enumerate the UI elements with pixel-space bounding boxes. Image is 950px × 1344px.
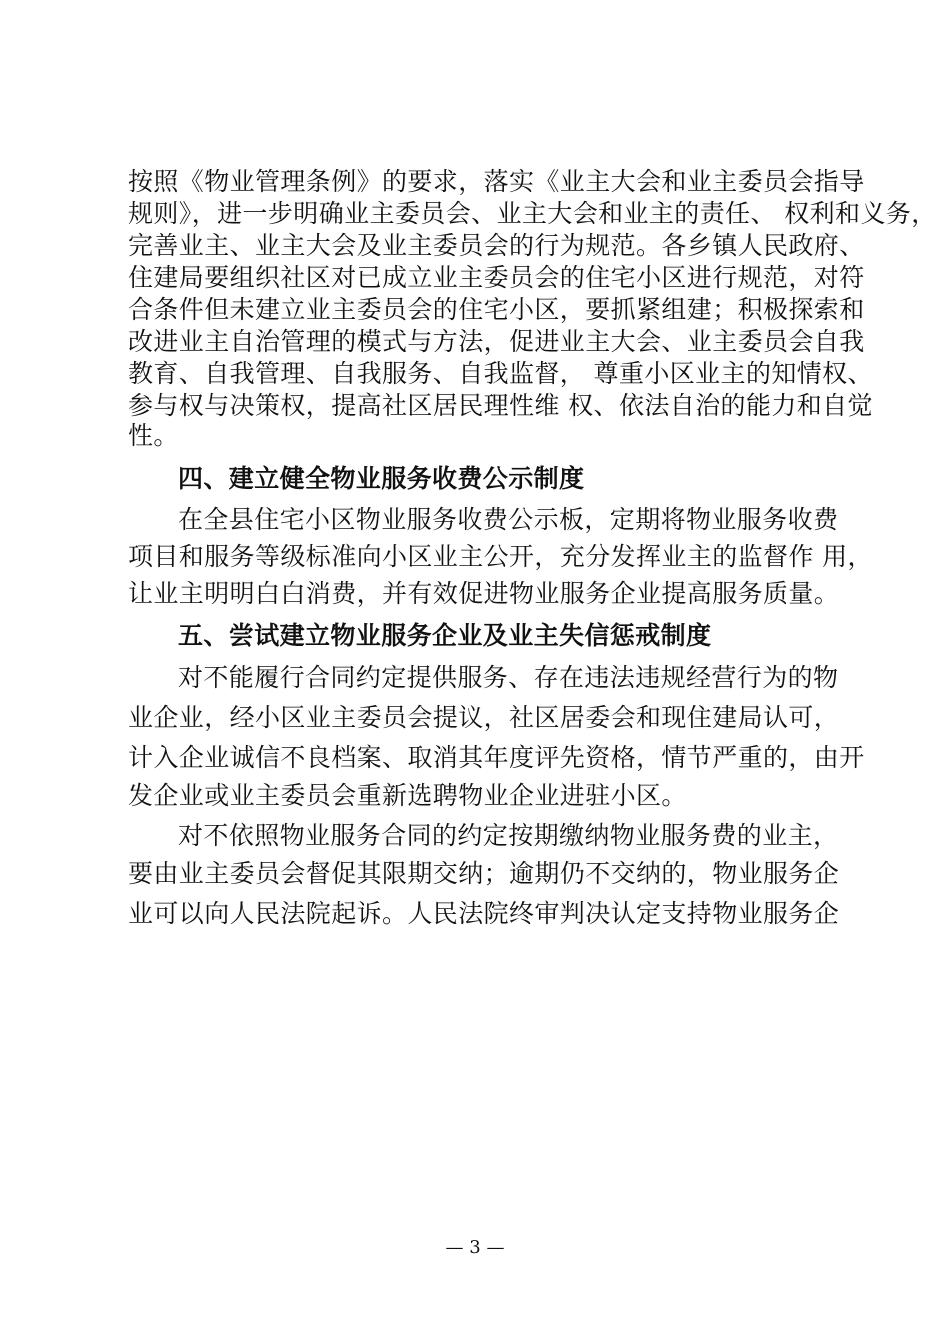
paragraph-3-line-3: 计入企业诚信不良档案、取消其年度评先资格，情节严重的，由开 (128, 743, 865, 772)
paragraph-1-line-4: 住建局要组织社区对已成立业主委员会的住宅小区进行规范，对符 (128, 263, 865, 292)
paragraph-4-line-3: 业可以向人民法院起诉。人民法院终审判决认定支持物业服务企 (128, 899, 840, 928)
paragraph-1-line-3: 完善业主、业主大会及业主委员会的行为规范。各乡镇人民政府、 (128, 231, 865, 260)
paragraph-1-line-7: 教育、自我管理、自我服务、自我监督， 尊重小区业主的知情权、 (128, 359, 873, 388)
paragraph-1-line-6: 改进业主自治管理的模式与方法，促进业主大会、业主委员会自我 (128, 327, 865, 356)
paragraph-2-line-2: 项目和服务等级标准向小区业主公开，充分发挥业主的监督作 用， (128, 542, 873, 571)
paragraph-2-line-1: 在全县住宅小区物业服务收费公示板，定期将物业服务收费 (178, 505, 839, 534)
paragraph-3-line-2: 业企业，经小区业主委员会提议，社区居委会和现住建局认可， (128, 703, 840, 732)
section-heading-5: 五、尝试建立物业服务企业及业主失信惩戒制度 (178, 621, 712, 650)
paragraph-4-line-2: 要由业主委员会督促其限期交纳；逾期仍不交纳的，物业服务企 (128, 859, 840, 888)
section-heading-4: 四、建立健全物业服务收费公示制度 (178, 464, 585, 493)
paragraph-1-line-9: 性。 (128, 421, 179, 450)
paragraph-1-line-8: 参与权与决策权，提高社区居民理性维 权、依法自治的能力和自觉 (128, 391, 873, 420)
paragraph-1-line-5: 合条件但未建立业主委员会的住宅小区，要抓紧组建；积极探索和 (128, 295, 865, 324)
paragraph-4-line-1: 对不依照物业服务合同的约定按期缴纳物业服务费的业主， (178, 821, 839, 850)
paragraph-1-line-2: 规则》，进一步明确业主委员会、业主大会和业主的责任、 权利和义务， (128, 199, 937, 228)
paragraph-3-line-4: 发企业或业主委员会重新选聘物业企业进驻小区。 (128, 781, 687, 810)
paragraph-3-line-1: 对不能履行合同约定提供服务、存在违法违规经营行为的物 (178, 663, 839, 692)
paragraph-1-line-1: 按照《物业管理条例》的要求，落实《业主大会和业主委员会指导 (128, 167, 865, 196)
paragraph-2-line-3: 让业主明明白白消费，并有效促进物业服务企业提高服务质量。 (128, 579, 840, 608)
page-number: — 3 — (445, 1237, 505, 1258)
